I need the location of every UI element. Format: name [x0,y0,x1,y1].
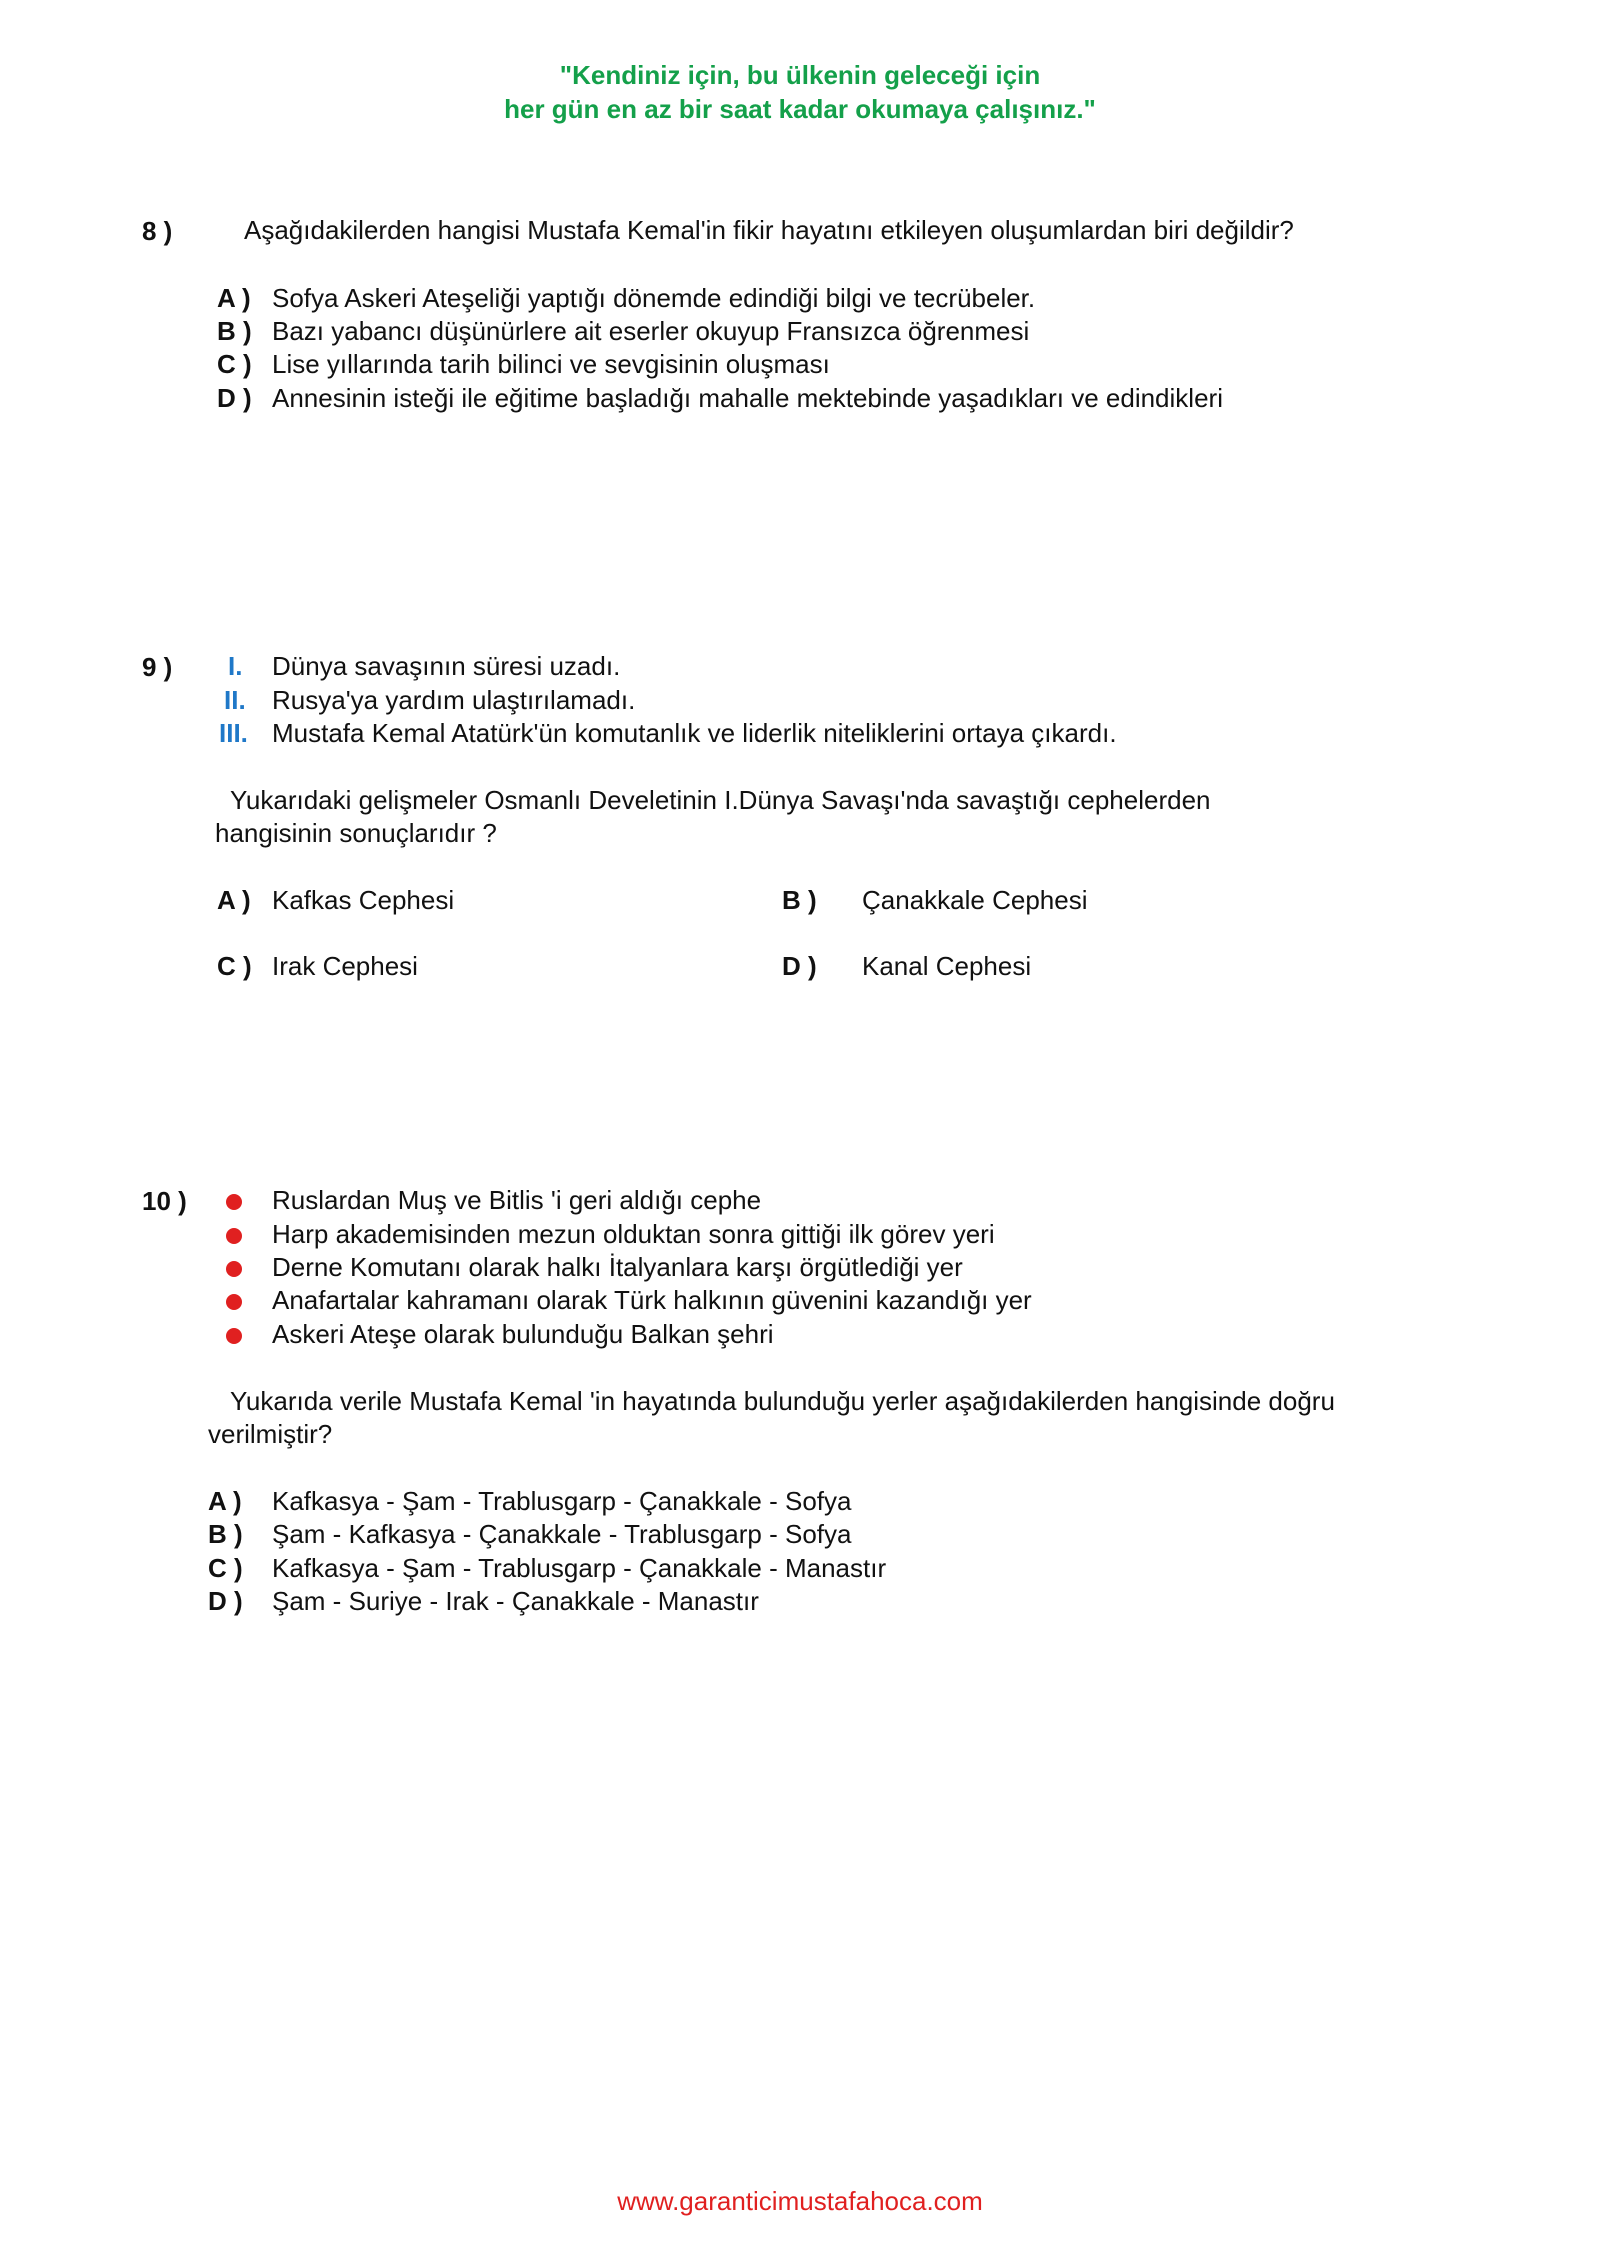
q10-option-c-text: Kafkasya - Şam - Trablusgarp - Çanakkale - Manastır [272,1553,887,1583]
q8-option-c-text: Lise yıllarında tarih bilinci ve sevgisinin oluşması [272,349,830,379]
q9-option-d-text: Kanal Cephesi [862,951,1032,981]
q10-option-a-text: Kafkasya - Şam - Trablusgarp - Çanakkale - Sofya [272,1486,852,1516]
q10-option-d-label: D ) [208,1586,243,1616]
q9-option-a-label: A ) [217,885,251,915]
q9-option-a-text: Kafkas Cephesi [272,885,455,915]
q9-item-3: Mustafa Kemal Atatürk'ün komutanlık ve liderlik niteliklerini ortaya çıkardı. [272,718,1117,748]
q8-option-a-text: Sofya Askeri Ateşeliği yaptığı dönemde edindiği bilgi ve tecrübeler. [272,283,1036,313]
q9-item-1: Dünya savaşının süresi uzadı. [272,651,621,681]
q9-option-c-label: C ) [217,951,252,981]
q10-item-3: Derne Komutanı olarak halkı İtalyanlara karşı örgütlediği yer [272,1252,963,1282]
q10-stem-line-1: Yukarıda verile Mustafa Kemal 'in hayatında bulunduğu yerler aşağıdakilerden hangisinde doğru [230,1386,1335,1416]
q9-option-b-text: Çanakkale Cephesi [862,885,1088,915]
q10-stem-line-2: verilmiştir? [208,1419,333,1449]
question-10-number: 10 ) [142,1186,187,1216]
footer-url[interactable]: www.garanticimustafahoca.com [617,2186,983,2216]
q9-option-c-text: Irak Cephesi [272,951,418,981]
q9-option-b-label: B ) [782,885,817,915]
bullet-icon [226,1228,242,1244]
q9-roman-2: II. [224,685,246,715]
q10-option-d-text: Şam - Suriye - Irak - Çanakkale - Manastır [272,1586,759,1616]
question-8-text: Aşağıdakilerden hangisi Mustafa Kemal'in fikir hayatını etkileyen oluşumlardan biri değildir? [244,215,1294,245]
bullet-icon [226,1194,242,1210]
header-quote-line-2: her gün en az bir saat kadar okumaya çalışınız." [504,94,1096,124]
q9-roman-1: I. [228,651,243,681]
q10-item-4: Anafartalar kahramanı olarak Türk halkının güvenini kazandığı yer [272,1285,1032,1315]
q10-option-b-text: Şam - Kafkasya - Çanakkale - Trablusgarp - Sofya [272,1519,852,1549]
q10-option-a-label: A ) [208,1486,242,1516]
q8-option-a-label: A ) [217,283,251,313]
q10-option-c-label: C ) [208,1553,243,1583]
q10-item-2: Harp akademisinden mezun olduktan sonra gittiği ilk görev yeri [272,1219,995,1249]
q9-option-d-label: D ) [782,951,817,981]
q9-roman-3: III. [219,718,248,748]
q8-option-b-text: Bazı yabancı düşünürlere ait eserler okuyup Fransızca öğrenmesi [272,316,1030,346]
q10-item-5: Askeri Ateşe olarak bulunduğu Balkan şehri [272,1319,774,1349]
q9-stem-line-1: Yukarıdaki gelişmeler Osmanlı Develetinin I.Dünya Savaşı'nda savaştığı cephelerden [230,785,1211,815]
question-9-number: 9 ) [142,652,173,682]
q9-stem-line-2: hangisinin sonuçlarıdır ? [215,818,497,848]
bullet-icon [226,1261,242,1277]
q10-option-b-label: B ) [208,1519,243,1549]
q10-item-1: Ruslardan Muş ve Bitlis 'i geri aldığı cephe [272,1185,762,1215]
q9-item-2: Rusya'ya yardım ulaştırılamadı. [272,685,636,715]
q8-option-d-text: Annesinin isteği ile eğitime başladığı mahalle mektebinde yaşadıkları ve edindikleri [272,383,1223,413]
bullet-icon [226,1328,242,1344]
q8-option-d-label: D ) [217,383,252,413]
bullet-icon [226,1294,242,1310]
header-quote-line-1: "Kendiniz için, bu ülkenin geleceği için [559,60,1041,90]
question-8-number: 8 ) [142,216,173,246]
q8-option-c-label: C ) [217,349,252,379]
q8-option-b-label: B ) [217,316,252,346]
